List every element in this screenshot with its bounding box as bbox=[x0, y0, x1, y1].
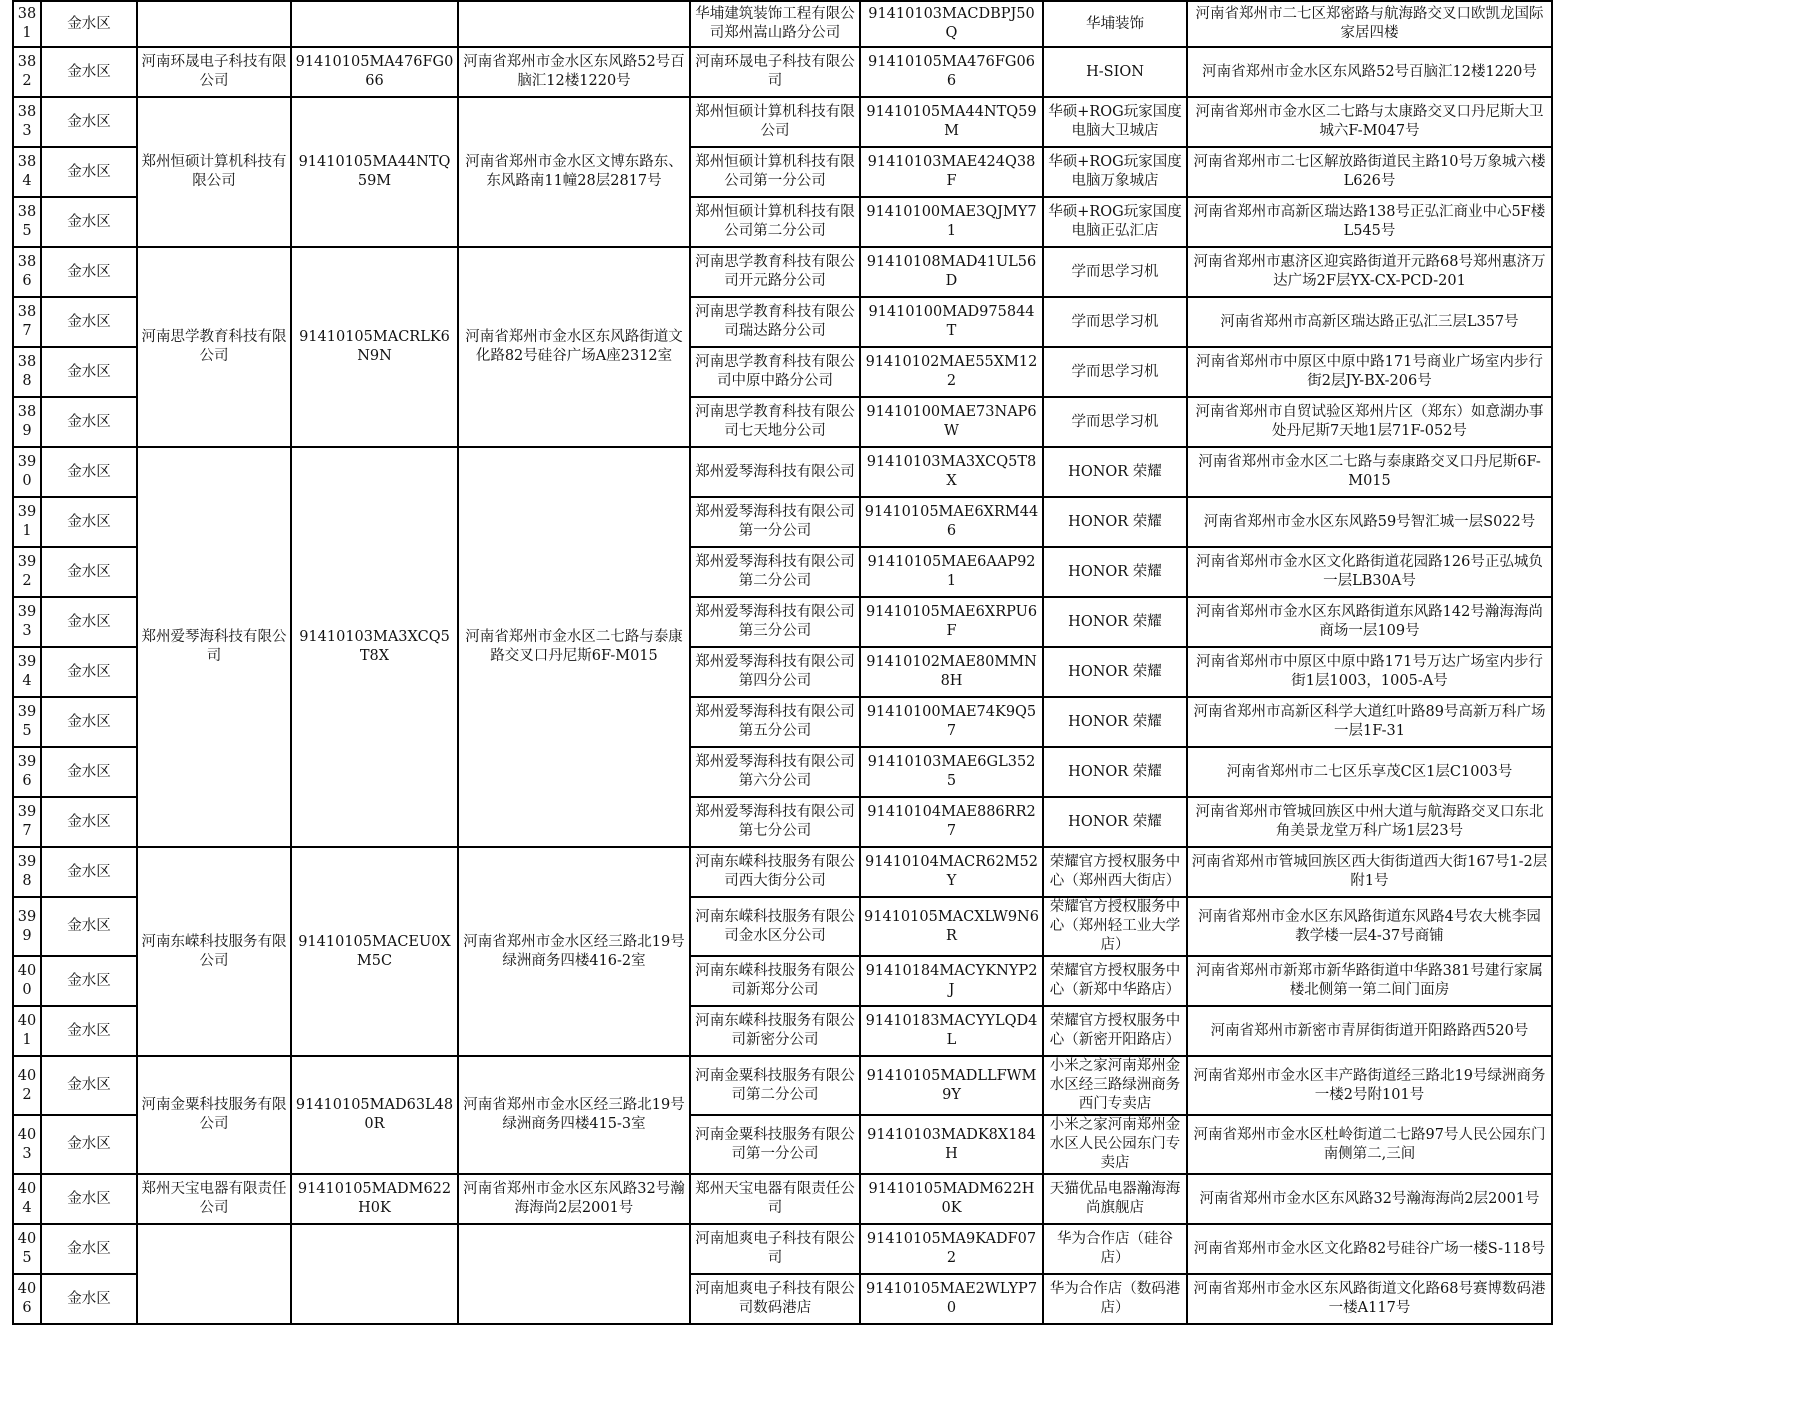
branch-code-cell: 91410102MAE80MMN8H bbox=[860, 647, 1043, 697]
row-number: 402 bbox=[13, 1056, 41, 1115]
branch-code-cell: 91410102MAE55XM122 bbox=[860, 347, 1043, 397]
row-number: 387 bbox=[13, 297, 41, 347]
branch-code-cell: 91410105MA476FG066 bbox=[860, 47, 1043, 97]
row-number: 401 bbox=[13, 1006, 41, 1056]
branch-code-cell: 91410103MAE424Q38F bbox=[860, 147, 1043, 197]
store-address-cell: 河南省郑州市二七区郑密路与航海路交叉口欧凯龙国际家居四楼 bbox=[1187, 1, 1552, 47]
company-address-cell bbox=[458, 1, 690, 47]
company-address-cell: 河南省郑州市金水区文博东路东、东风路南11幢28层2817号 bbox=[458, 97, 690, 247]
branch-name-cell: 郑州恒硕计算机科技有限公司第一分公司 bbox=[690, 147, 860, 197]
store-brand-cell: 华硕+ROG玩家国度电脑大卫城店 bbox=[1043, 97, 1187, 147]
credit-code-cell: 91410105MAD63L480R bbox=[291, 1056, 458, 1174]
row-number: 390 bbox=[13, 447, 41, 497]
store-address-cell: 河南省郑州市新密市青屏街街道开阳路路西520号 bbox=[1187, 1006, 1552, 1056]
store-brand-cell: 荣耀官方授权服务中心（郑州西大街店） bbox=[1043, 847, 1187, 897]
company-cell: 河南思学教育科技有限公司 bbox=[137, 247, 291, 447]
store-brand-cell: 华硕+ROG玩家国度电脑万象城店 bbox=[1043, 147, 1187, 197]
district-cell: 金水区 bbox=[41, 1274, 137, 1324]
row-number: 381 bbox=[13, 1, 41, 47]
branch-name-cell: 郑州天宝电器有限责任公司 bbox=[690, 1174, 860, 1224]
store-brand-cell: 荣耀官方授权服务中心（郑州轻工业大学店） bbox=[1043, 897, 1187, 956]
branch-code-cell: 91410105MAE6XRPU6F bbox=[860, 597, 1043, 647]
table-row bbox=[13, 97, 1552, 147]
store-address-cell: 河南省郑州市金水区杜岭街道二七路97号人民公园东门南侧第二,三间 bbox=[1187, 1115, 1552, 1174]
store-address-cell: 河南省郑州市自贸试验区郑州片区（郑东）如意湖办事处丹尼斯7天地1层71F-052号 bbox=[1187, 397, 1552, 447]
credit-code-cell: 91410105MADM622H0K bbox=[291, 1174, 458, 1224]
credit-code-cell: 91410105MA476FG066 bbox=[291, 47, 458, 97]
branch-code-cell: 91410105MADM622H0K bbox=[860, 1174, 1043, 1224]
branch-name-cell: 河南金粟科技服务有限公司第一分公司 bbox=[690, 1115, 860, 1174]
row-number: 395 bbox=[13, 697, 41, 747]
district-cell: 金水区 bbox=[41, 47, 137, 97]
district-cell: 金水区 bbox=[41, 1115, 137, 1174]
branch-name-cell: 河南东嵘科技服务有限公司西大街分公司 bbox=[690, 847, 860, 897]
branch-code-cell: 91410105MAE2WLYP70 bbox=[860, 1274, 1043, 1324]
company-cell bbox=[137, 1, 291, 47]
store-brand-cell: HONOR 荣耀 bbox=[1043, 747, 1187, 797]
branch-code-cell: 91410103MADK8X184H bbox=[860, 1115, 1043, 1174]
district-cell: 金水区 bbox=[41, 147, 137, 197]
district-cell: 金水区 bbox=[41, 397, 137, 447]
credit-code-cell: 91410103MA3XCQ5T8X bbox=[291, 447, 458, 847]
store-address-cell: 河南省郑州市金水区东风路街道东风路4号农大桃李园教学楼一层4-37号商铺 bbox=[1187, 897, 1552, 956]
branch-name-cell: 河南思学教育科技有限公司瑞达路分公司 bbox=[690, 297, 860, 347]
row-number: 396 bbox=[13, 747, 41, 797]
store-address-cell: 河南省郑州市金水区文化路82号硅谷广场一楼S-118号 bbox=[1187, 1224, 1552, 1274]
store-brand-cell: 小米之家河南郑州金水区人民公园东门专卖店 bbox=[1043, 1115, 1187, 1174]
table-row bbox=[13, 847, 1552, 897]
store-address-cell: 河南省郑州市金水区东风路52号百脑汇12楼1220号 bbox=[1187, 47, 1552, 97]
row-number: 386 bbox=[13, 247, 41, 297]
store-brand-cell: HONOR 荣耀 bbox=[1043, 547, 1187, 597]
branch-name-cell: 郑州爱琴海科技有限公司第二分公司 bbox=[690, 547, 860, 597]
branch-name-cell: 河南思学教育科技有限公司七天地分公司 bbox=[690, 397, 860, 447]
company-address-cell: 河南省郑州市金水区经三路北19号绿洲商务四楼416-2室 bbox=[458, 847, 690, 1056]
table-row bbox=[13, 1174, 1552, 1224]
district-cell: 金水区 bbox=[41, 747, 137, 797]
row-number: 404 bbox=[13, 1174, 41, 1224]
branch-code-cell: 91410100MAE74K9Q57 bbox=[860, 697, 1043, 747]
row-number: 399 bbox=[13, 897, 41, 956]
store-brand-cell: HONOR 荣耀 bbox=[1043, 647, 1187, 697]
district-cell: 金水区 bbox=[41, 697, 137, 747]
store-address-cell: 河南省郑州市管城回族区西大街街道西大街167号1-2层附1号 bbox=[1187, 847, 1552, 897]
row-number: 393 bbox=[13, 597, 41, 647]
branch-code-cell: 91410184MACYKNYP2J bbox=[860, 956, 1043, 1006]
district-cell: 金水区 bbox=[41, 1, 137, 47]
credit-code-cell: 91410105MACEU0XM5C bbox=[291, 847, 458, 1056]
row-number: 388 bbox=[13, 347, 41, 397]
district-cell: 金水区 bbox=[41, 547, 137, 597]
district-cell: 金水区 bbox=[41, 347, 137, 397]
branch-name-cell: 郑州爱琴海科技有限公司第五分公司 bbox=[690, 697, 860, 747]
row-number: 392 bbox=[13, 547, 41, 597]
branch-code-cell: 91410103MAE6GL3525 bbox=[860, 747, 1043, 797]
branch-code-cell: 91410100MAD975844T bbox=[860, 297, 1043, 347]
row-number: 394 bbox=[13, 647, 41, 697]
store-brand-cell: 荣耀官方授权服务中心（新密开阳路店） bbox=[1043, 1006, 1187, 1056]
row-number: 389 bbox=[13, 397, 41, 447]
store-brand-cell: HONOR 荣耀 bbox=[1043, 447, 1187, 497]
store-brand-cell: 华埔装饰 bbox=[1043, 1, 1187, 47]
store-brand-cell: 华硕+ROG玩家国度电脑正弘汇店 bbox=[1043, 197, 1187, 247]
store-brand-cell: 华为合作店（硅谷店） bbox=[1043, 1224, 1187, 1274]
branch-name-cell: 郑州爱琴海科技有限公司第七分公司 bbox=[690, 797, 860, 847]
store-brand-cell: 学而思学习机 bbox=[1043, 297, 1187, 347]
branch-code-cell: 91410105MA9KADF072 bbox=[860, 1224, 1043, 1274]
district-cell: 金水区 bbox=[41, 956, 137, 1006]
branch-code-cell: 91410108MAD41UL56D bbox=[860, 247, 1043, 297]
branch-name-cell: 郑州爱琴海科技有限公司第六分公司 bbox=[690, 747, 860, 797]
store-brand-cell: 学而思学习机 bbox=[1043, 347, 1187, 397]
store-brand-cell: 小米之家河南郑州金水区经三路绿洲商务西门专卖店 bbox=[1043, 1056, 1187, 1115]
company-cell: 郑州爱琴海科技有限公司 bbox=[137, 447, 291, 847]
store-brand-cell: H-SION bbox=[1043, 47, 1187, 97]
company-cell: 河南金粟科技服务有限公司 bbox=[137, 1056, 291, 1174]
store-brand-cell: HONOR 荣耀 bbox=[1043, 597, 1187, 647]
district-cell: 金水区 bbox=[41, 197, 137, 247]
store-address-cell: 河南省郑州市二七区乐享茂C区1层C1003号 bbox=[1187, 747, 1552, 797]
branch-name-cell: 河南环晟电子科技有限公司 bbox=[690, 47, 860, 97]
branch-name-cell: 郑州爱琴海科技有限公司第一分公司 bbox=[690, 497, 860, 547]
row-number: 403 bbox=[13, 1115, 41, 1174]
branch-name-cell: 郑州恒硕计算机科技有限公司第二分公司 bbox=[690, 197, 860, 247]
district-cell: 金水区 bbox=[41, 1006, 137, 1056]
row-number: 385 bbox=[13, 197, 41, 247]
store-brand-cell: 华为合作店（数码港店） bbox=[1043, 1274, 1187, 1324]
store-address-cell: 河南省郑州市金水区二七路与泰康路交叉口丹尼斯6F-M015 bbox=[1187, 447, 1552, 497]
district-cell: 金水区 bbox=[41, 797, 137, 847]
branch-name-cell: 河南旭爽电子科技有限公司 bbox=[690, 1224, 860, 1274]
row-number: 398 bbox=[13, 847, 41, 897]
district-cell: 金水区 bbox=[41, 97, 137, 147]
store-address-cell: 河南省郑州市金水区丰产路街道经三路北19号绿洲商务一楼2号附101号 bbox=[1187, 1056, 1552, 1115]
store-brand-cell: 天猫优品电器瀚海海尚旗舰店 bbox=[1043, 1174, 1187, 1224]
branch-code-cell: 91410103MA3XCQ5T8X bbox=[860, 447, 1043, 497]
table-row bbox=[13, 447, 1552, 497]
branch-name-cell: 郑州爱琴海科技有限公司第四分公司 bbox=[690, 647, 860, 697]
district-cell: 金水区 bbox=[41, 1224, 137, 1274]
company-address-cell: 河南省郑州市金水区经三路北19号绿洲商务四楼415-3室 bbox=[458, 1056, 690, 1174]
branch-name-cell: 华埔建筑装饰工程有限公司郑州嵩山路分公司 bbox=[690, 1, 860, 47]
district-cell: 金水区 bbox=[41, 847, 137, 897]
credit-code-cell: 91410105MA44NTQ59M bbox=[291, 97, 458, 247]
store-brand-cell: HONOR 荣耀 bbox=[1043, 497, 1187, 547]
store-address-cell: 河南省郑州市高新区科学大道红叶路89号高新万科广场一层1F-31 bbox=[1187, 697, 1552, 747]
store-address-cell: 河南省郑州市金水区文化路街道花园路126号正弘城负一层LB30A号 bbox=[1187, 547, 1552, 597]
district-cell: 金水区 bbox=[41, 1174, 137, 1224]
store-address-cell: 河南省郑州市新郑市新华路街道中华路381号建行家属楼北侧第一第二间门面房 bbox=[1187, 956, 1552, 1006]
branch-name-cell: 河南思学教育科技有限公司开元路分公司 bbox=[690, 247, 860, 297]
row-number: 382 bbox=[13, 47, 41, 97]
row-number: 406 bbox=[13, 1274, 41, 1324]
company-cell: 郑州天宝电器有限责任公司 bbox=[137, 1174, 291, 1224]
branch-name-cell: 河南东嵘科技服务有限公司新密分公司 bbox=[690, 1006, 860, 1056]
branch-code-cell: 91410105MAE6AAP921 bbox=[860, 547, 1043, 597]
district-cell: 金水区 bbox=[41, 1056, 137, 1115]
row-number: 383 bbox=[13, 97, 41, 147]
store-address-cell: 河南省郑州市中原区中原中路171号万达广场室内步行街1层1003，1005-A号 bbox=[1187, 647, 1552, 697]
branch-name-cell: 郑州爱琴海科技有限公司 bbox=[690, 447, 860, 497]
page-bottom-margin bbox=[0, 1402, 1810, 1410]
store-brand-cell: 学而思学习机 bbox=[1043, 247, 1187, 297]
branch-name-cell: 郑州爱琴海科技有限公司第三分公司 bbox=[690, 597, 860, 647]
store-brand-cell: HONOR 荣耀 bbox=[1043, 697, 1187, 747]
branch-code-cell: 91410183MACYYLQD4L bbox=[860, 1006, 1043, 1056]
company-address-cell: 河南省郑州市金水区东风路52号百脑汇12楼1220号 bbox=[458, 47, 690, 97]
district-cell: 金水区 bbox=[41, 447, 137, 497]
store-address-cell: 河南省郑州市管城回族区中州大道与航海路交叉口东北角美景龙堂万科广场1层23号 bbox=[1187, 797, 1552, 847]
branch-code-cell: 91410100MAE3QJMY71 bbox=[860, 197, 1043, 247]
company-address-cell: 河南省郑州市金水区二七路与泰康路交叉口丹尼斯6F-M015 bbox=[458, 447, 690, 847]
store-address-cell: 河南省郑州市金水区东风路街道东风路142号瀚海海尚商场一层109号 bbox=[1187, 597, 1552, 647]
store-address-cell: 河南省郑州市金水区东风路59号智汇城一层S022号 bbox=[1187, 497, 1552, 547]
branch-name-cell: 河南旭爽电子科技有限公司数码港店 bbox=[690, 1274, 860, 1324]
district-cell: 金水区 bbox=[41, 497, 137, 547]
store-address-cell: 河南省郑州市二七区解放路街道民主路10号万象城六楼L626号 bbox=[1187, 147, 1552, 197]
branch-code-cell: 91410100MAE73NAP6W bbox=[860, 397, 1043, 447]
row-number: 391 bbox=[13, 497, 41, 547]
branch-code-cell: 91410103MACDBPJ50Q bbox=[860, 1, 1043, 47]
store-brand-cell: 荣耀官方授权服务中心（新郑中华路店） bbox=[1043, 956, 1187, 1006]
branch-name-cell: 郑州恒硕计算机科技有限公司 bbox=[690, 97, 860, 147]
company-address-cell bbox=[458, 1224, 690, 1324]
store-brand-cell: HONOR 荣耀 bbox=[1043, 797, 1187, 847]
company-address-cell: 河南省郑州市金水区东风路32号瀚海海尚2层2001号 bbox=[458, 1174, 690, 1224]
table-row bbox=[13, 47, 1552, 97]
district-cell: 金水区 bbox=[41, 647, 137, 697]
branch-code-cell: 91410105MA44NTQ59M bbox=[860, 97, 1043, 147]
store-address-cell: 河南省郑州市高新区瑞达路正弘汇三层L357号 bbox=[1187, 297, 1552, 347]
company-address-cell: 河南省郑州市金水区东风路街道文化路82号硅谷广场A座2312室 bbox=[458, 247, 690, 447]
branch-name-cell: 河南东嵘科技服务有限公司金水区分公司 bbox=[690, 897, 860, 956]
store-address-cell: 河南省郑州市中原区中原中路171号商业广场室内步行街2层JY-BX-206号 bbox=[1187, 347, 1552, 397]
credit-code-cell bbox=[291, 1, 458, 47]
branch-code-cell: 91410105MADLLFWM9Y bbox=[860, 1056, 1043, 1115]
branch-code-cell: 91410105MACXLW9N6R bbox=[860, 897, 1043, 956]
row-number: 384 bbox=[13, 147, 41, 197]
branch-name-cell: 河南东嵘科技服务有限公司新郑分公司 bbox=[690, 956, 860, 1006]
store-address-cell: 河南省郑州市金水区东风路街道文化路68号赛博数码港一楼A117号 bbox=[1187, 1274, 1552, 1324]
store-address-cell: 河南省郑州市惠济区迎宾路街道开元路68号郑州惠济万达广场2F层YX-CX-PCD-201 bbox=[1187, 247, 1552, 297]
company-cell bbox=[137, 1224, 291, 1324]
credit-code-cell: 91410105MACRLK6N9N bbox=[291, 247, 458, 447]
store-address-cell: 河南省郑州市金水区东风路32号瀚海海尚2层2001号 bbox=[1187, 1174, 1552, 1224]
company-cell: 郑州恒硕计算机科技有限公司 bbox=[137, 97, 291, 247]
row-number: 400 bbox=[13, 956, 41, 1006]
store-registry-table bbox=[12, 0, 1553, 1325]
row-number: 405 bbox=[13, 1224, 41, 1274]
row-number: 397 bbox=[13, 797, 41, 847]
branch-code-cell: 91410105MAE6XRM446 bbox=[860, 497, 1043, 547]
branch-name-cell: 河南金粟科技服务有限公司第二分公司 bbox=[690, 1056, 860, 1115]
branch-code-cell: 91410104MAE886RR27 bbox=[860, 797, 1043, 847]
store-brand-cell: 学而思学习机 bbox=[1043, 397, 1187, 447]
table-row bbox=[13, 1224, 1552, 1274]
company-cell: 河南环晟电子科技有限公司 bbox=[137, 47, 291, 97]
store-address-cell: 河南省郑州市高新区瑞达路138号正弘汇商业中心5F楼L545号 bbox=[1187, 197, 1552, 247]
district-cell: 金水区 bbox=[41, 247, 137, 297]
branch-name-cell: 河南思学教育科技有限公司中原中路分公司 bbox=[690, 347, 860, 397]
table-row bbox=[13, 1056, 1552, 1115]
store-address-cell: 河南省郑州市金水区二七路与太康路交叉口丹尼斯大卫城六F-M047号 bbox=[1187, 97, 1552, 147]
district-cell: 金水区 bbox=[41, 897, 137, 956]
credit-code-cell bbox=[291, 1224, 458, 1324]
table-row bbox=[13, 247, 1552, 297]
district-cell: 金水区 bbox=[41, 597, 137, 647]
district-cell: 金水区 bbox=[41, 297, 137, 347]
spreadsheet-view bbox=[12, 0, 1553, 1325]
table-row bbox=[13, 1, 1552, 47]
company-cell: 河南东嵘科技服务有限公司 bbox=[137, 847, 291, 1056]
branch-code-cell: 91410104MACR62M52Y bbox=[860, 847, 1043, 897]
